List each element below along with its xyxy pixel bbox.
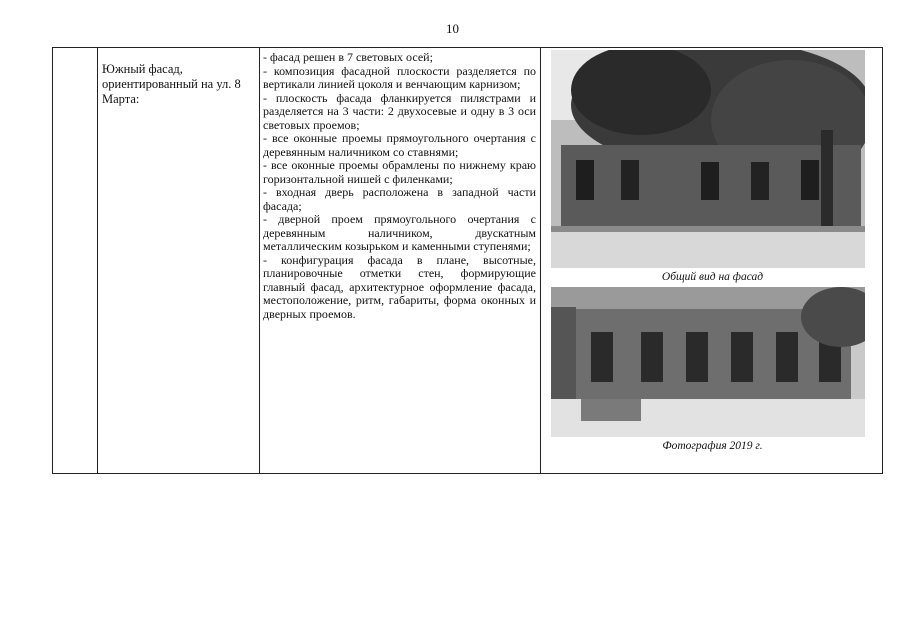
photos: [541, 48, 882, 453]
list-item: - конфигурация фасада в плане, высотные, планировочные отметки стен, формирующие главный фасад, архитектурное оформление фасада, местоположение, ритм, габариты, форма оконных и дверных проемов.: [263, 252, 536, 321]
list-item: - все оконные проемы обрамлены по нижнему краю горизонтальной нишей с филенками;: [263, 158, 536, 186]
facade-photo-2019: [551, 287, 865, 437]
photo-caption: Фотография 2019 г.: [662, 440, 763, 452]
features-cell: [260, 48, 541, 474]
list-item: - входная дверь расположена в западной части фасада;: [263, 185, 536, 213]
photo-caption: Общий вид на фасад: [661, 271, 764, 283]
list-item: - композиция фасадной плоскости разделяется по вертикали линией цоколя и венчающим карнизом;: [263, 63, 536, 91]
facade-name-cell: [98, 48, 260, 474]
list-item: - дверной проем прямоугольного очертания с деревянным наличником, двускатным металлическим козырьком и каменными ступенями;: [263, 212, 536, 253]
facade-photo-general-view: [551, 50, 865, 268]
list-item: - плоскость фасада фланкируется пилястрами и разделяется на 3 части: 2 двухосевые и одну в 3 оси световых проемов;: [263, 90, 536, 132]
facade-table: [52, 47, 883, 474]
facade-name: Южный фасад, ориентированный на ул. 8 Марта:: [102, 62, 241, 106]
table-row: [53, 48, 883, 474]
photos-cell: [541, 48, 883, 474]
number-cell: [53, 48, 98, 474]
list-item: - все оконные проемы прямоугольного очертания с деревянным наличником со ставнями;: [263, 131, 536, 159]
list-item: - фасад решен в 7 световых осей;: [263, 50, 433, 64]
features-list: [260, 48, 540, 321]
page-number: 10: [446, 21, 459, 36]
